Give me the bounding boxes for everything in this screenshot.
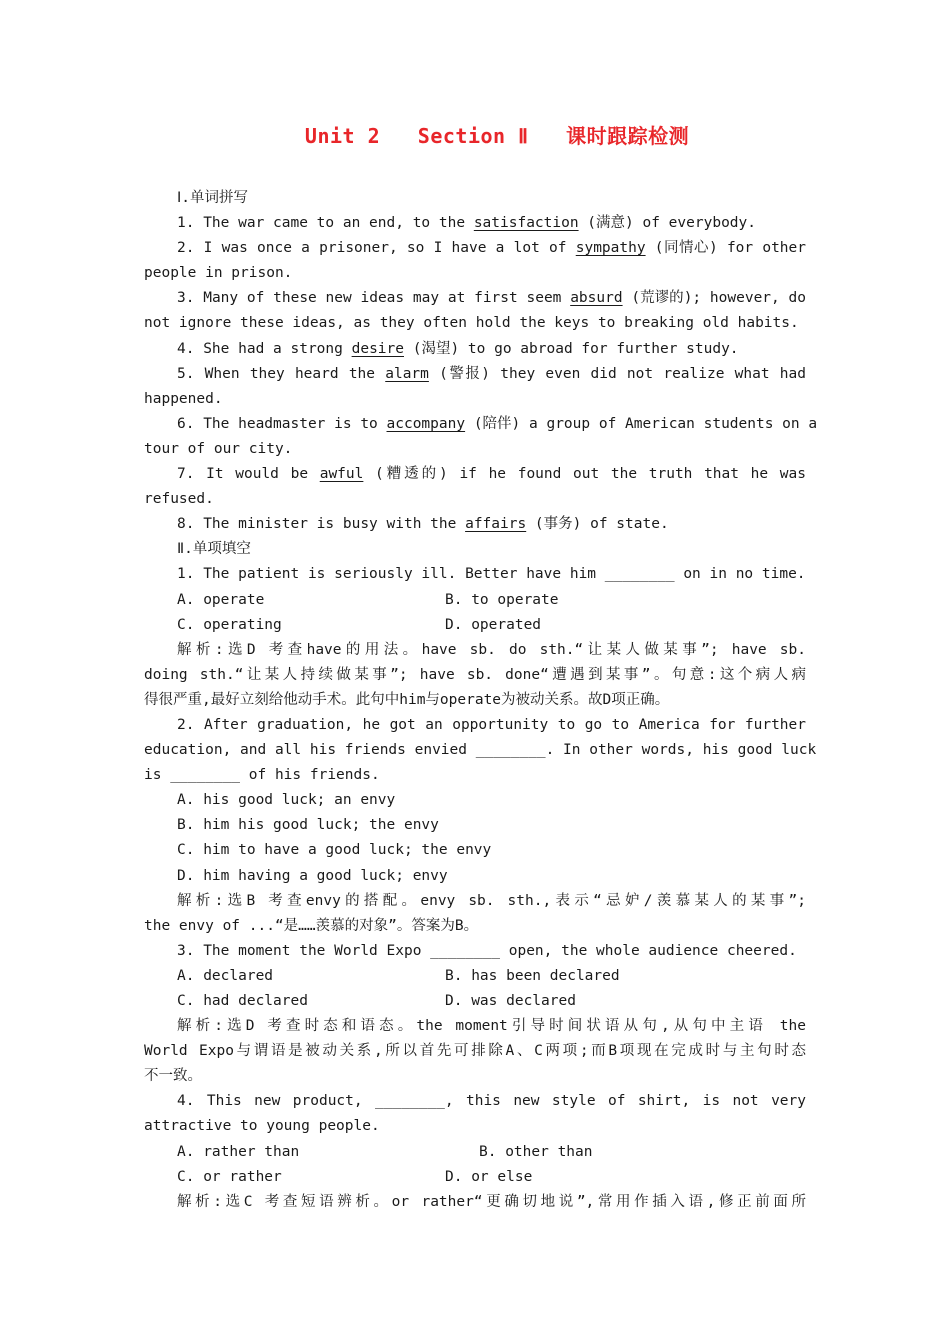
answer-word: awful bbox=[319, 466, 364, 483]
page-title: Unit 2 Section Ⅱ 课时跟踪检测 bbox=[304, 124, 690, 148]
choice-q1-explanation: 解析:选D 考查have的用法。have sb. do sth.“让某人做某事”; have sb. bbox=[177, 641, 806, 658]
choice-q2-explanation: 解析:选B 考查envy的搭配。envy sb. sth.,表示“忌妒/羡慕某人的某事”; bbox=[177, 892, 806, 909]
option-b: B. other than bbox=[479, 1143, 593, 1160]
spelling-item-2-cont: people in prison. bbox=[144, 265, 293, 282]
answer-word: desire bbox=[351, 340, 404, 357]
choice-q3-explanation-cont: 不一致。 bbox=[144, 1068, 202, 1085]
option-d: D. operated bbox=[445, 616, 542, 633]
spelling-item-5: 5. When they heard the alarm (警报) they even did not realize what had bbox=[177, 365, 806, 382]
option-b: B. to operate bbox=[445, 591, 559, 608]
choice-q3-stem: 3. The moment the World Expo ________ open, the whole audience cheered. bbox=[177, 942, 797, 959]
choice-q4-options-cd bbox=[144, 1165, 806, 1190]
choice-q1-options-ab bbox=[144, 588, 806, 613]
choice-q2-stem: 2. After graduation, he got an opportunity to go to America for further bbox=[177, 716, 806, 733]
option-c: C. or rather bbox=[177, 1168, 282, 1185]
choice-q3-options-ab bbox=[144, 964, 806, 989]
option-d: D. or else bbox=[445, 1168, 533, 1185]
spelling-item-3-cont: not ignore these ideas, as they often hold the keys to breaking old habits. bbox=[144, 315, 799, 332]
choice-q1-explanation-cont: 得很严重,最好立刻给他动手术。此句中him与operate为被动关系。故D项正确。 bbox=[144, 691, 670, 708]
option-b: B. him his good luck; the envy bbox=[177, 817, 439, 834]
choice-q3-options-cd bbox=[144, 989, 806, 1014]
option-d: D. was declared bbox=[445, 993, 576, 1009]
spelling-item-5-cont: happened. bbox=[144, 390, 223, 407]
spelling-item-7-cont: refused. bbox=[144, 491, 214, 508]
choice-q4-explanation: 解析:选C 考查短语辨析。or rather“更确切地说”,常用作插入语,修正前面所 bbox=[177, 1193, 806, 1210]
spelling-item-6: 6. The headmaster is to accompany (陪伴) a group of American students on a bbox=[177, 415, 818, 432]
spelling-item-7: 7. It would be awful (糟透的) if he found out the truth that he was bbox=[177, 466, 806, 483]
option-a: A. declared bbox=[177, 967, 274, 984]
answer-word: accompany bbox=[386, 415, 466, 432]
spelling-item-1: 1. The war came to an end, to the satisfaction (满意) of everybody. bbox=[177, 215, 756, 232]
choice-q2-stem-cont: is ________ of his friends. bbox=[144, 767, 380, 784]
option-b: B. has been declared bbox=[445, 967, 620, 984]
spelling-item-3: 3. Many of these new ideas may at first seem absurd (荒谬的); however, do bbox=[177, 290, 806, 307]
section-heading-choice: Ⅱ.单项填空 bbox=[177, 541, 251, 558]
choice-q2-explanation-cont: the envy of ...“是……羡慕的对象”。答案为B。 bbox=[144, 917, 479, 934]
spelling-item-2: 2. I was once a prisoner, so I have a lot of sympathy (同情心) for other bbox=[177, 240, 806, 257]
option-c: C. had declared bbox=[177, 993, 308, 1009]
choice-q4-options-ab bbox=[144, 1140, 806, 1165]
option-a: A. operate bbox=[177, 591, 265, 608]
spelling-item-4: 4. She had a strong desire (渴望) to go abroad for further study. bbox=[177, 340, 739, 357]
document-body bbox=[144, 186, 818, 1215]
choice-q3-explanation: 解析:选D 考查时态和语态。the moment引导时间状语从句,从句中主语 the bbox=[177, 1018, 806, 1035]
answer-word: satisfaction bbox=[473, 215, 579, 232]
choice-q1-options-cd bbox=[144, 613, 806, 638]
option-c: C. him to have a good luck; the envy bbox=[177, 842, 492, 859]
spelling-item-8: 8. The minister is busy with the affairs (事务) of state. bbox=[177, 516, 669, 533]
choice-q2-stem-cont: education, and all his friends envied ________. In other words, his good luck bbox=[144, 742, 817, 759]
answer-word: alarm bbox=[385, 365, 429, 382]
answer-word: absurd bbox=[570, 290, 623, 307]
choice-q4-stem: 4. This new product, ________, this new style of shirt, is not very bbox=[177, 1093, 806, 1110]
option-d: D. him having a good luck; envy bbox=[177, 867, 448, 884]
spelling-item-6-cont: tour of our city. bbox=[144, 440, 293, 457]
option-a: A. his good luck; an envy bbox=[177, 792, 396, 809]
choice-q3-explanation-cont: World Expo与谓语是被动关系,所以首先可排除A、C两项;而B项现在完成时与主句时态 bbox=[144, 1043, 806, 1060]
option-c: C. operating bbox=[177, 616, 282, 633]
choice-q1-explanation-cont: doing sth.“让某人持续做某事”; have sb. done“遭遇到某事”。句意:这个病人病 bbox=[144, 666, 806, 683]
choice-q4-stem-cont: attractive to young people. bbox=[144, 1118, 380, 1135]
choice-q1-stem: 1. The patient is seriously ill. Better have him ________ on in no time. bbox=[177, 566, 806, 583]
section-heading-spelling: Ⅰ.单词拼写 bbox=[177, 190, 249, 206]
answer-word: sympathy bbox=[575, 240, 646, 257]
answer-word: affairs bbox=[465, 516, 527, 533]
option-a: A. rather than bbox=[177, 1143, 300, 1160]
